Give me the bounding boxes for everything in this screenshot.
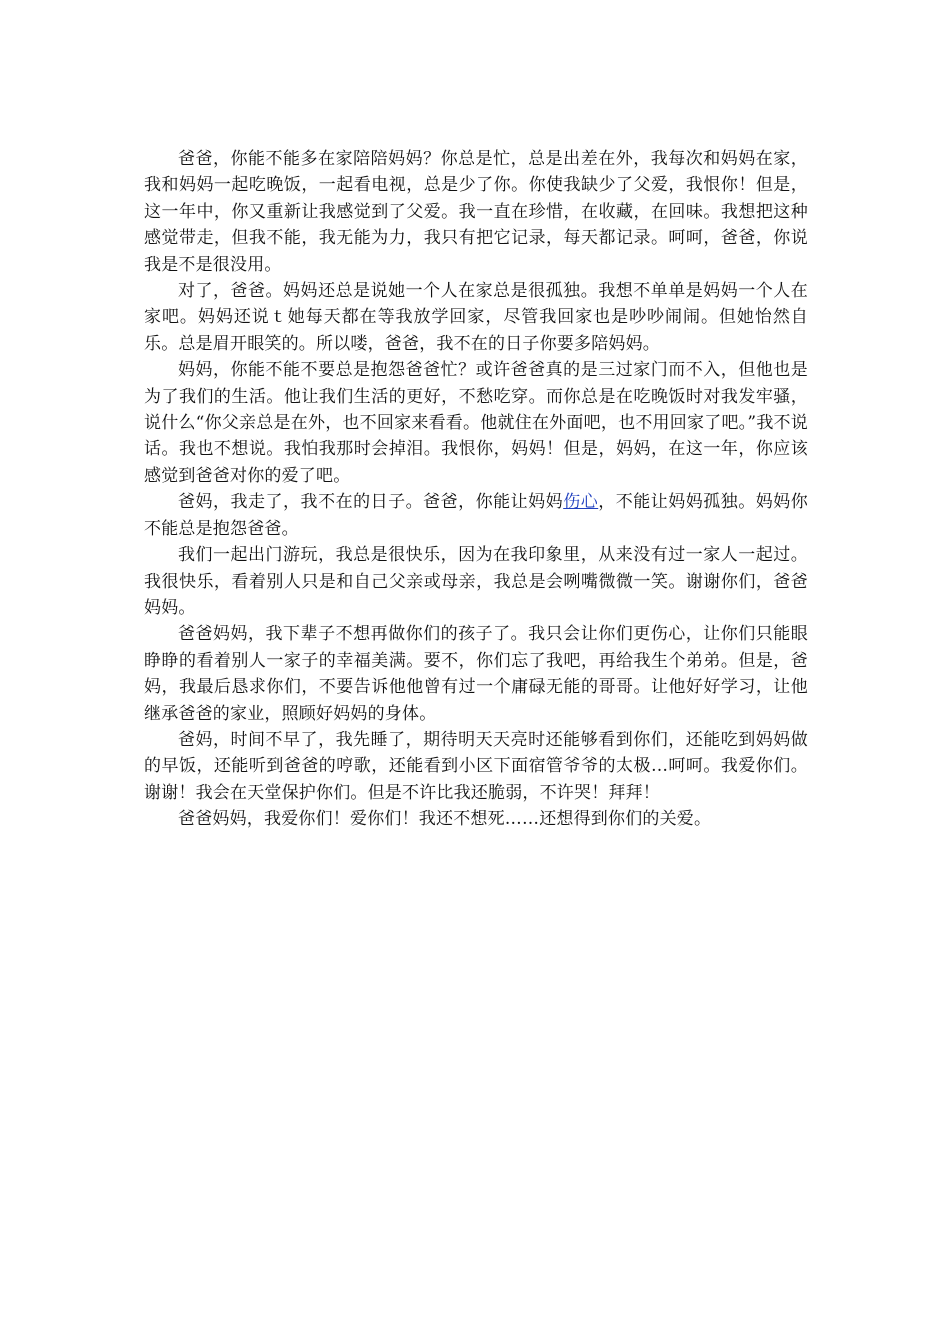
paragraph-3: 妈妈，你能不能不要总是抱怨爸爸忙？或许爸爸真的是三过家门而不入，但他也是为了我们的生活。他让我们生活的更好，不愁吃穿。而你总是在吃晚饭时对我发牢骚，说什么“你父亲总是在外，也不回家来看看。他就住在外面吧，也不用回家了吧。”我不说话。我也不想说。我怕我那时会掉泪。我恨你，妈妈！但是，妈妈，在这一年，你应该感觉到爸爸对你的爱了吧。 — [144, 360, 808, 486]
paragraph-8: 爸爸妈妈，我爱你们！爱你们！我还不想死……还想得到你们的关爱。 — [178, 809, 712, 830]
paragraph-5: 我们一起出门游玩，我总是很快乐，因为在我印象里，从来没有过一家人一起过。我很快乐，看着别人只是和自己父亲或母亲，我总是会咧嘴微微一笑。谢谢你们，爸爸妈妈。 — [144, 545, 808, 618]
paragraph-4 — [144, 489, 808, 542]
paragraph-2: 对了，爸爸。妈妈还总是说她一个人在家总是很孤独。我想不单单是妈妈一个人在家吧。妈妈还说ｔ她每天都在等我放学回家，尽管我回家也是吵吵闹闹。但她怡然自乐。总是眉开眼笑的。所以喽，爸爸，我不在的日子你要多陪妈妈。 — [144, 281, 808, 354]
paragraph-4-after-link: ，不能让妈妈孤独。妈妈你不能总是抱怨爸爸。 — [144, 492, 809, 539]
paragraph-6: 爸爸妈妈，我下辈子不想再做你们的孩子了。我只会让你们更伤心，让你们只能眼睁睁的看着别人一家子的幸福美满。要不，你们忘了我吧，再给我生个弟弟。但是，爸妈，我最后恳求你们，不要告诉他他曾有过一个庸碌无能的哥哥。让他好好学习，让他继承爸爸的家业，照顾好妈妈的身体。 — [144, 624, 808, 724]
paragraph-7: 爸妈，时间不早了，我先睡了，期待明天天亮时还能够看到你们，还能吃到妈妈做的早饭，还能听到爸爸的哼歌，还能看到小区下面宿管爷爷的太极…呵呵。我爱你们。谢谢！我会在天堂保护你们。但是不许比我还脆弱，不许哭！拜拜！ — [144, 729, 808, 803]
hyperlink-shangxin[interactable]: 伤心 — [563, 492, 599, 513]
paragraph-4-before-link: 爸妈，我走了，我不在的日子。爸爸，你能让妈妈 — [178, 492, 564, 513]
document-body — [144, 146, 808, 833]
paragraph-1: 爸爸，你能不能多在家陪陪妈妈？你总是忙，总是出差在外，我每次和妈妈在家，我和妈妈一起吃晚饭，一起看电视，总是少了你。你使我缺少了父爱，我恨你！但是，这一年中，你又重新让我感觉到了父爱。我一直在珍惜，在收藏，在回味。我想把这种感觉带走，但我不能，我无能为力，我只有把它记录，每天都记录。呵呵，爸爸，你说我是不是很没用。 — [144, 149, 808, 275]
